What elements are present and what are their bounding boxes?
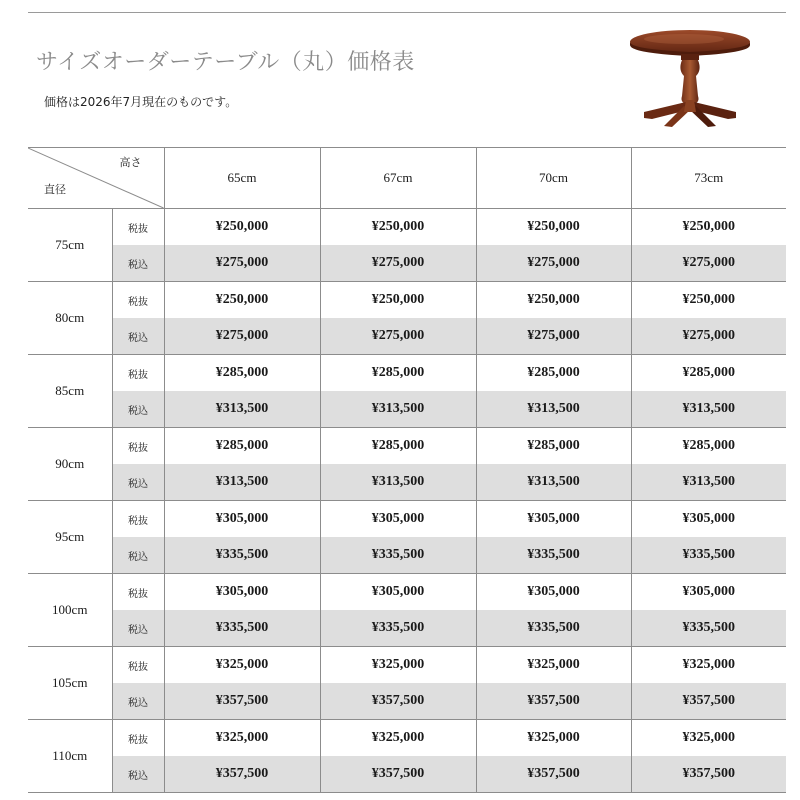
diameter-label: 95cm (28, 501, 112, 574)
price-tax-included: ¥357,500 (320, 683, 476, 720)
price-tax-included: ¥275,000 (476, 318, 631, 355)
price-tax-excluded: ¥325,000 (476, 720, 631, 757)
column-header: 70cm (476, 148, 631, 209)
price-tax-included: ¥335,500 (476, 610, 631, 647)
price-tax-excluded: ¥285,000 (476, 428, 631, 465)
price-tax-included: ¥313,500 (164, 391, 320, 428)
price-tax-excluded: ¥325,000 (164, 647, 320, 684)
table-row (28, 245, 786, 282)
table-header-row (28, 148, 786, 209)
price-tax-included: ¥313,500 (631, 464, 786, 501)
price-tax-excluded: ¥325,000 (320, 647, 476, 684)
tax-included-label: 税込 (112, 318, 164, 355)
price-tax-included: ¥357,500 (476, 683, 631, 720)
price-tax-excluded: ¥305,000 (476, 501, 631, 538)
price-tax-excluded: ¥285,000 (164, 428, 320, 465)
diameter-label: 100cm (28, 574, 112, 647)
tax-included-label: 税込 (112, 391, 164, 428)
tax-excluded-label: 税抜 (112, 574, 164, 611)
table-row (28, 537, 786, 574)
tax-excluded-label: 税抜 (112, 647, 164, 684)
diameter-axis-label: 直径 (44, 183, 66, 196)
table-row (28, 464, 786, 501)
diameter-label: 90cm (28, 428, 112, 501)
price-tax-included: ¥357,500 (164, 756, 320, 793)
page-title: サイズオーダーテーブル（丸）価格表 (36, 50, 415, 75)
price-tax-excluded: ¥285,000 (631, 355, 786, 392)
price-tax-included: ¥335,500 (164, 610, 320, 647)
table-row (28, 391, 786, 428)
tax-excluded-label: 税抜 (112, 209, 164, 246)
price-tax-included: ¥357,500 (476, 756, 631, 793)
table-row (28, 318, 786, 355)
price-tax-included: ¥335,500 (631, 537, 786, 574)
price-tax-excluded: ¥250,000 (476, 282, 631, 319)
tax-excluded-label: 税抜 (112, 501, 164, 538)
column-header: 73cm (631, 148, 786, 209)
price-tax-excluded: ¥285,000 (476, 355, 631, 392)
price-tax-included: ¥275,000 (164, 245, 320, 282)
price-tax-excluded: ¥285,000 (164, 355, 320, 392)
diameter-label: 75cm (28, 209, 112, 282)
price-table (28, 147, 786, 793)
table-row (28, 720, 786, 757)
price-tax-included: ¥357,500 (631, 756, 786, 793)
price-tax-included: ¥275,000 (631, 318, 786, 355)
tax-excluded-label: 税抜 (112, 355, 164, 392)
price-tax-excluded: ¥305,000 (320, 574, 476, 611)
price-tax-excluded: ¥305,000 (164, 501, 320, 538)
tax-included-label: 税込 (112, 683, 164, 720)
price-tax-included: ¥335,500 (320, 610, 476, 647)
tax-excluded-label: 税抜 (112, 282, 164, 319)
price-tax-included: ¥313,500 (164, 464, 320, 501)
tax-included-label: 税込 (112, 464, 164, 501)
price-tax-included: ¥313,500 (476, 391, 631, 428)
price-tax-included: ¥357,500 (164, 683, 320, 720)
table-row (28, 209, 786, 246)
price-tax-excluded: ¥325,000 (631, 647, 786, 684)
table-row (28, 574, 786, 611)
price-tax-included: ¥275,000 (164, 318, 320, 355)
table-row (28, 756, 786, 793)
tax-excluded-label: 税抜 (112, 428, 164, 465)
price-tax-excluded: ¥305,000 (164, 574, 320, 611)
table-row (28, 647, 786, 684)
price-tax-included: ¥275,000 (476, 245, 631, 282)
price-tax-included: ¥313,500 (320, 391, 476, 428)
column-header: 65cm (164, 148, 320, 209)
price-tax-included: ¥275,000 (320, 245, 476, 282)
table-row (28, 282, 786, 319)
table-row (28, 501, 786, 538)
tax-included-label: 税込 (112, 537, 164, 574)
price-tax-excluded: ¥305,000 (631, 501, 786, 538)
table-row (28, 428, 786, 465)
price-tax-excluded: ¥285,000 (320, 428, 476, 465)
tax-excluded-label: 税抜 (112, 720, 164, 757)
price-tax-excluded: ¥250,000 (476, 209, 631, 246)
diameter-label: 80cm (28, 282, 112, 355)
price-tax-included: ¥275,000 (320, 318, 476, 355)
price-tax-included: ¥335,500 (631, 610, 786, 647)
price-tax-included: ¥313,500 (476, 464, 631, 501)
table-row (28, 683, 786, 720)
price-tax-excluded: ¥250,000 (631, 282, 786, 319)
price-tax-excluded: ¥250,000 (320, 209, 476, 246)
price-tax-excluded: ¥325,000 (320, 720, 476, 757)
price-tax-included: ¥275,000 (631, 245, 786, 282)
price-tax-excluded: ¥305,000 (320, 501, 476, 538)
tax-included-label: 税込 (112, 756, 164, 793)
price-tax-included: ¥357,500 (631, 683, 786, 720)
price-tax-included: ¥335,500 (164, 537, 320, 574)
tax-included-label: 税込 (112, 245, 164, 282)
diameter-label: 85cm (28, 355, 112, 428)
header-corner-cell (28, 148, 164, 209)
top-divider (28, 12, 786, 13)
table-row (28, 355, 786, 392)
price-tax-excluded: ¥285,000 (320, 355, 476, 392)
price-tax-excluded: ¥250,000 (631, 209, 786, 246)
price-tax-included: ¥313,500 (320, 464, 476, 501)
price-date-note: 価格は2026年7月現在のものです。 (44, 95, 238, 109)
price-tax-excluded: ¥305,000 (631, 574, 786, 611)
diameter-label: 105cm (28, 647, 112, 720)
round-wooden-table-icon (624, 22, 754, 130)
price-tax-excluded: ¥285,000 (631, 428, 786, 465)
price-tax-excluded: ¥250,000 (164, 282, 320, 319)
column-header: 67cm (320, 148, 476, 209)
price-tax-included: ¥335,500 (476, 537, 631, 574)
corner-diagonal-line (28, 148, 164, 208)
price-tax-excluded: ¥325,000 (476, 647, 631, 684)
price-tax-included: ¥335,500 (320, 537, 476, 574)
tax-included-label: 税込 (112, 610, 164, 647)
price-tax-excluded: ¥250,000 (164, 209, 320, 246)
price-tax-included: ¥357,500 (320, 756, 476, 793)
price-tax-excluded: ¥325,000 (164, 720, 320, 757)
price-tax-included: ¥313,500 (631, 391, 786, 428)
height-axis-label: 高さ (119, 156, 142, 169)
table-row (28, 610, 786, 647)
price-tax-excluded: ¥325,000 (631, 720, 786, 757)
price-tax-excluded: ¥305,000 (476, 574, 631, 611)
price-tax-excluded: ¥250,000 (320, 282, 476, 319)
diameter-label: 110cm (28, 720, 112, 793)
